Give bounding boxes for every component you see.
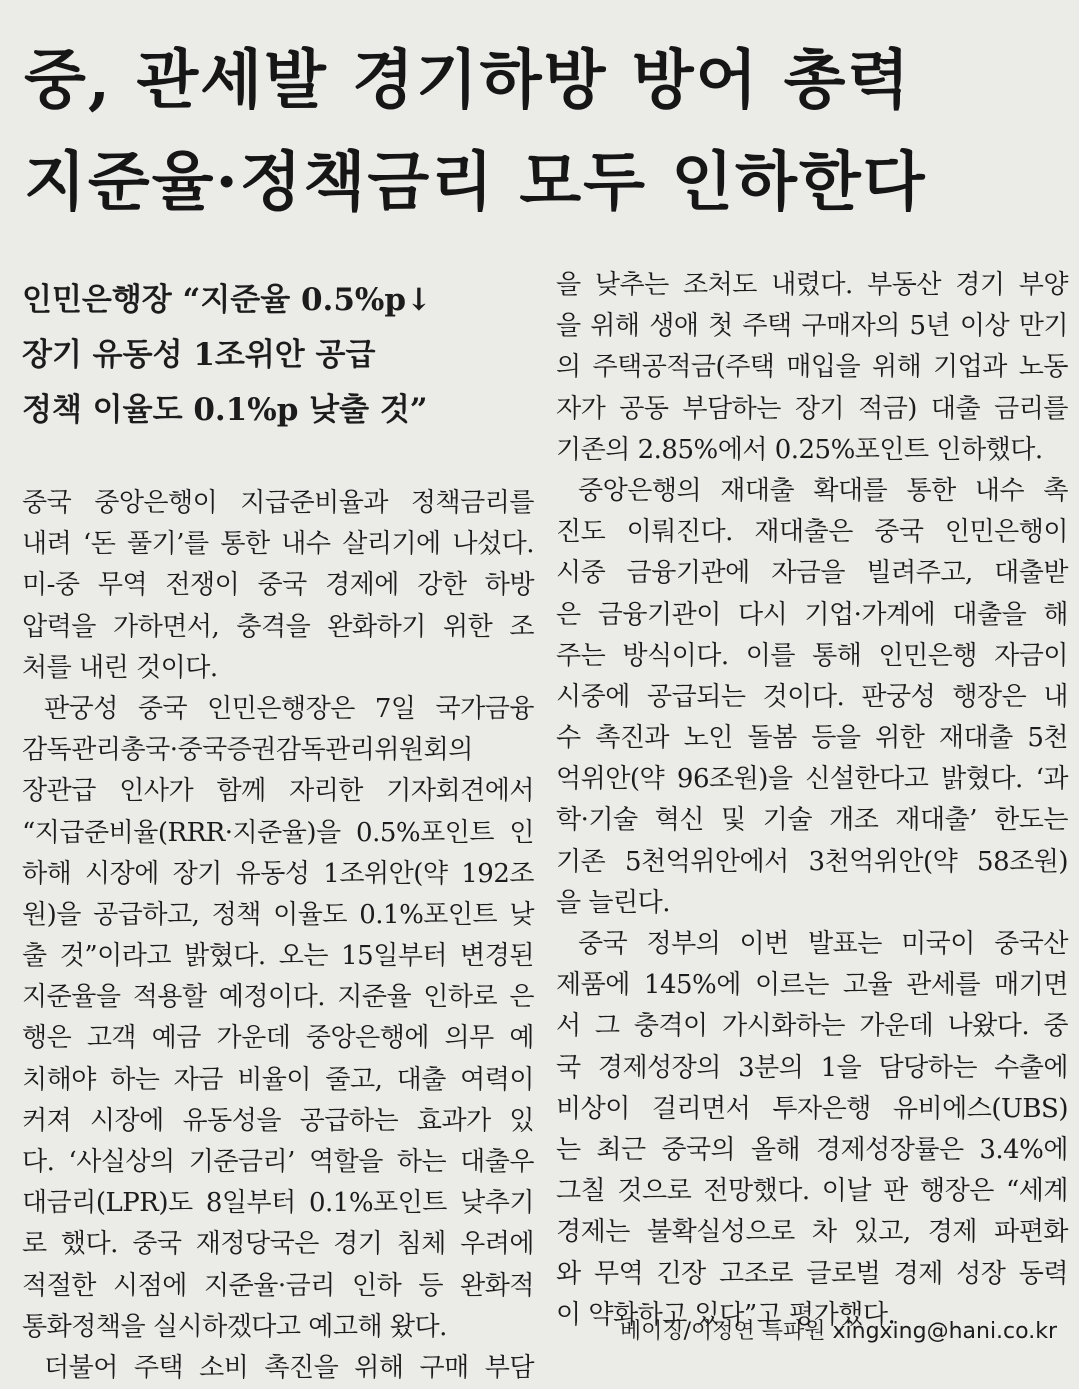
body-line: “지급준비율(RRR·지준율)을 0.5%포인트 인 bbox=[22, 817, 534, 848]
body-line: 서 그 충격이 가시화하는 가운데 나왔다. 중 bbox=[556, 1011, 1068, 1042]
body-line: 그칠 것으로 전망했다. 이날 판 행장은 “세계 bbox=[556, 1176, 1068, 1207]
body-line: 출 것”이라고 밝혔다. 오는 15일부터 변경된 bbox=[22, 941, 534, 972]
body-line: 기존 5천억위안에서 3천억위안(약 58조원) bbox=[556, 846, 1068, 877]
body-line: 비상이 걸리면서 투자은행 유비에스(UBS) bbox=[556, 1093, 1068, 1124]
body-line: 학·기술 혁신 및 기술 개조 재대출’ 한도는 bbox=[556, 805, 1068, 836]
body-line: 진도 이뤄진다. 재대출은 중국 인민은행이 bbox=[556, 517, 1068, 548]
body-line: 의 주택공적금(주택 매입을 위해 기업과 노동 bbox=[556, 352, 1068, 383]
subhead-line-3: 정책 이율도 0.1%p 낮출 것” bbox=[22, 392, 428, 428]
body-line: 을 늘린다. bbox=[556, 887, 670, 918]
body-line: 와 무역 긴장 고조로 글로벌 경제 성장 동력 bbox=[556, 1258, 1068, 1289]
body-line: 기존의 2.85%에서 0.25%포인트 인하했다. bbox=[556, 434, 1043, 465]
body-line: 더불어 주택 소비 촉진을 위해 구매 부담 bbox=[44, 1352, 534, 1383]
body-line: 치해야 하는 자금 비율이 줄고, 대출 여력이 bbox=[22, 1064, 534, 1095]
body-line: 대금리(LPR)도 8일부터 0.1%포인트 낮추기 bbox=[22, 1188, 534, 1219]
body-line: 경제는 불확실성으로 차 있고, 경제 파편화 bbox=[556, 1217, 1068, 1248]
body-line: 압력을 가하면서, 충격을 완화하기 위한 조 bbox=[22, 611, 534, 642]
body-line: 자가 공동 부담하는 장기 적금) 대출 금리를 bbox=[556, 393, 1068, 424]
body-line: 로 했다. 중국 재정당국은 경기 침체 우려에 bbox=[22, 1229, 534, 1260]
body-line: 을 위해 생애 첫 주택 구매자의 5년 이상 만기 bbox=[556, 311, 1068, 342]
body-line: 는 최근 중국의 올해 경제성장률은 3.4%에 bbox=[556, 1134, 1068, 1165]
subhead-gap bbox=[22, 438, 534, 483]
left-column bbox=[22, 265, 534, 1389]
body-line: 하해 시장에 장기 유동성 1조위안(약 192조 bbox=[22, 858, 534, 889]
headline-line-2: 지준율·정책금리 모두 인하한다 bbox=[24, 145, 927, 220]
body-line: 원)을 공급하고, 정책 이율도 0.1%포인트 낮 bbox=[22, 899, 534, 930]
body-line: 지준율을 적용할 예정이다. 지준율 인하로 은 bbox=[22, 982, 534, 1013]
subhead-line-1: 인민은행장 “지준율 0.5%p↓ bbox=[22, 282, 433, 318]
body-line: 통화정책을 실시하겠다고 예고해 왔다. bbox=[22, 1311, 447, 1342]
body-line: 억위안(약 96조원)을 신설한다고 밝혔다. ‘과 bbox=[556, 764, 1068, 795]
body-line: 중앙은행의 재대출 확대를 통한 내수 촉 bbox=[578, 475, 1068, 506]
body-line: 행은 고객 예금 가운데 중앙은행에 의무 예 bbox=[22, 1023, 534, 1054]
body-line: 커져 시장에 유동성을 공급하는 효과가 있 bbox=[22, 1105, 534, 1136]
body-line: 이 약화하고 있다”고 평가했다. bbox=[556, 1299, 896, 1330]
body-line: 시중에 공급되는 것이다. 판궁성 행장은 내 bbox=[556, 681, 1068, 712]
body-line: 처를 내린 것이다. bbox=[22, 652, 218, 683]
right-column bbox=[556, 265, 1068, 1336]
body-line: 중국 중앙은행이 지급준비율과 정책금리를 bbox=[22, 488, 534, 518]
body-line: 미-중 무역 전쟁이 중국 경제에 강한 하방 bbox=[22, 570, 534, 601]
body-line: 판궁성 중국 인민은행장은 7일 국가금융 bbox=[44, 693, 534, 724]
body-line: 주는 방식이다. 이를 통해 인민은행 자금이 bbox=[556, 640, 1068, 671]
body-line: 내려 ‘돈 풀기’를 통한 내수 살리기에 나섰다. bbox=[22, 529, 534, 560]
body-line: 시중 금융기관에 자금을 빌려주고, 대출받 bbox=[556, 558, 1068, 589]
body-line: 중국 정부의 이번 발표는 미국이 중국산 bbox=[578, 929, 1068, 959]
headline-line-1: 중, 관세발 경기하방 방어 총력 bbox=[24, 43, 912, 118]
body-line: 다. ‘사실상의 기준금리’ 역할을 하는 대출우 bbox=[22, 1147, 534, 1177]
body-line: 은 금융기관이 다시 기업·가계에 대출을 해 bbox=[556, 599, 1068, 630]
subhead-line-2: 장기 유동성 1조위안 공급 bbox=[22, 337, 376, 373]
body-line: 수 촉진과 노인 돌봄 등을 위한 재대출 5천 bbox=[556, 723, 1068, 754]
body-line: 장관급 인사가 함께 자리한 기자회견에서 bbox=[22, 776, 534, 807]
body-line: 을 낮추는 조처도 내렸다. 부동산 경기 부양 bbox=[556, 270, 1068, 300]
body-line: 국 경제성장의 3분의 1을 담당하는 수출에 bbox=[556, 1052, 1068, 1083]
headline bbox=[24, 30, 1064, 234]
body-line: 제품에 145%에 이르는 고율 관세를 매기면 bbox=[556, 970, 1068, 1001]
body-line: 적절한 시점에 지준율·금리 인하 등 완화적 bbox=[22, 1270, 534, 1301]
byline: 베이징/이정연 특파원 xingxing@hani.co.kr bbox=[619, 1319, 1057, 1344]
body-line: 감독관리총국·중국증권감독관리위원회의 bbox=[22, 735, 473, 766]
